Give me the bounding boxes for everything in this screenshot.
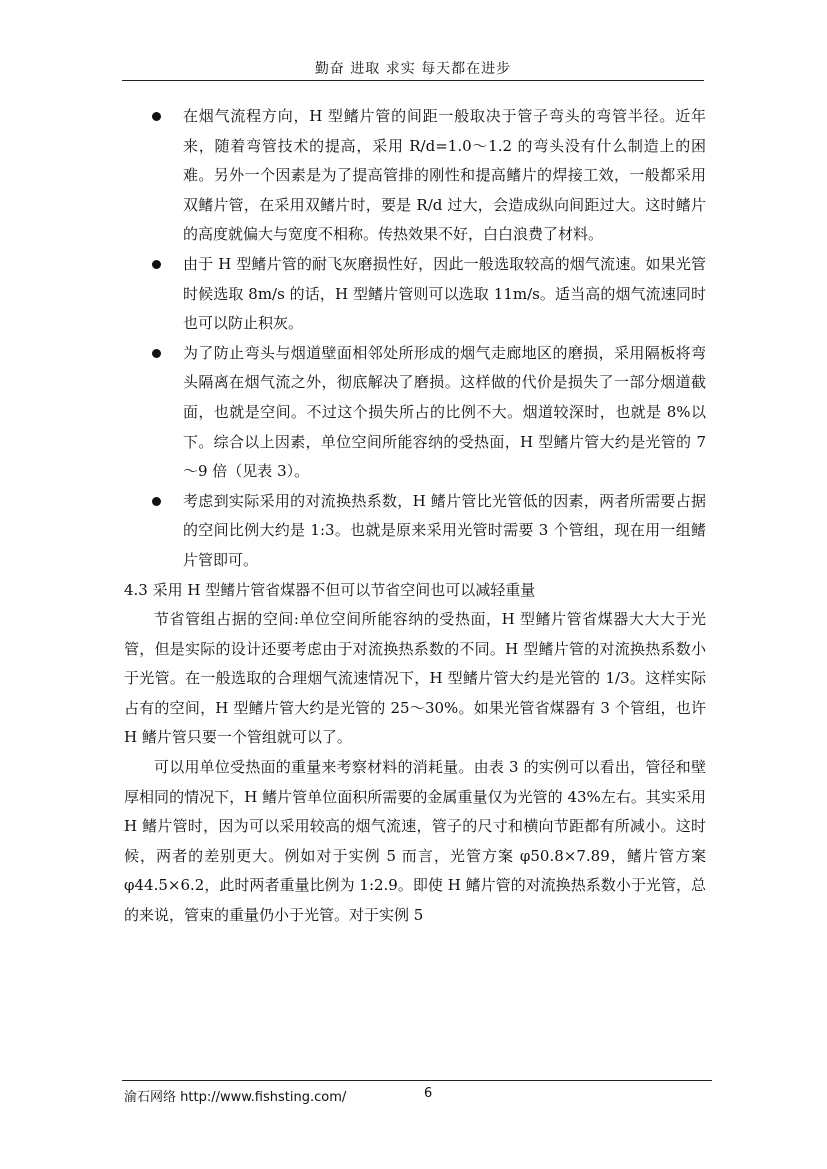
bullet-icon [152, 497, 161, 506]
bullet-item [124, 250, 706, 339]
body-paragraph: 可以用单位受热面的重量来考察材料的消耗量。由表 3 的实例可以看出，管径和壁厚相同的情况下，H 鳍片管单位面积所需要的金属重量仅为光管的 43%左右。其实采用 H 鳍片管时，因为可以采用较高的烟气流速，管子的尺寸和横向节距都有所减小。这时候，两者的差别更大。例如对于实例 5 而言，光管方案 φ50.8×7.89，鳍片管方案 φ44.5×6.2，此时两者重量比例为 1:2.9。即使 H 鳍片管的对流换热系数小于光管，总的来说，管束的重量仍小于光管。对于实例 5 [124, 758, 706, 925]
bullet-item [124, 102, 706, 250]
header-divider [122, 80, 704, 81]
bullet-item [124, 487, 706, 576]
footer-divider [122, 1080, 712, 1081]
page-number: 6 [424, 1086, 433, 1101]
bullet-icon [152, 260, 161, 269]
page-header: 勤奋 进取 求实 每天都在进步 [314, 61, 512, 77]
document-body [124, 102, 706, 931]
bullet-text: 为了防止弯头与烟道壁面相邻处所形成的烟气走廊地区的磨损，采用隔板将弯头隔离在烟气流之外，彻底解决了磨损。这样做的代价是损失了一部分烟道截面，也就是空间。不过这个损失所占的比例不大。烟道较深时，也就是 8%以下。综合以上因素，单位空间所能容纳的受热面，H 型鳍片管大约是光管的 7～9 倍（见表 3）。 [183, 343, 706, 481]
bullet-text: 由于 H 型鳍片管的耐飞灰磨损性好，因此一般选取较高的烟气流速。如果光管时候选取 8m/s 的话，H 型鳍片管则可以选取 11m/s。适当高的烟气流速同时也可以防止积灰。 [183, 254, 706, 333]
bullet-text: 在烟气流程方向，H 型鳍片管的间距一般取决于管子弯头的弯管半径。近年来，随着弯管技术的提高，采用 R/d=1.0～1.2 的弯头没有什么制造上的困难。另外一个因素是为了提高管排的刚性和提高鳍片的焊接工效，一般都采用双鳍片管，在采用双鳍片时，要是 R/d 过大，会造成纵向间距过大。这时鳍片的高度就偏大与宽度不相称。传热效果不好，白白浪费了材料。 [183, 107, 706, 244]
footer-link[interactable]: 渝石网络 http://www.fishsting.com/ [124, 1090, 347, 1105]
bullet-icon [152, 349, 161, 358]
body-paragraph: 节省管组占据的空间:单位空间所能容纳的受热面，H 型鳍片管省煤器大大大于光管，但是实际的设计还要考虑由于对流换热系数的不同。H 型鳍片管的对流换热系数小于光管。在一般选取的合理烟气流速情况下，H 型鳍片管大约是光管的 1/3。这样实际占有的空间，H 型鳍片管大约是光管的 25～30%。如果光管省煤器有 3 个管组，也许 H 鳍片管只要一个管组就可以了。 [124, 610, 706, 747]
section-heading: 4.3 采用 H 型鳍片管省煤器不但可以节省空间也可以减轻重量 [124, 580, 536, 599]
bullet-icon [152, 112, 161, 121]
bullet-item [124, 339, 706, 487]
bullet-text: 考虑到实际采用的对流换热系数，H 鳍片管比光管低的因素，两者所需要占据的空间比例大约是 1:3。也就是原来采用光管时需要 3 个管组，现在用一组鳍片管即可。 [183, 491, 706, 569]
